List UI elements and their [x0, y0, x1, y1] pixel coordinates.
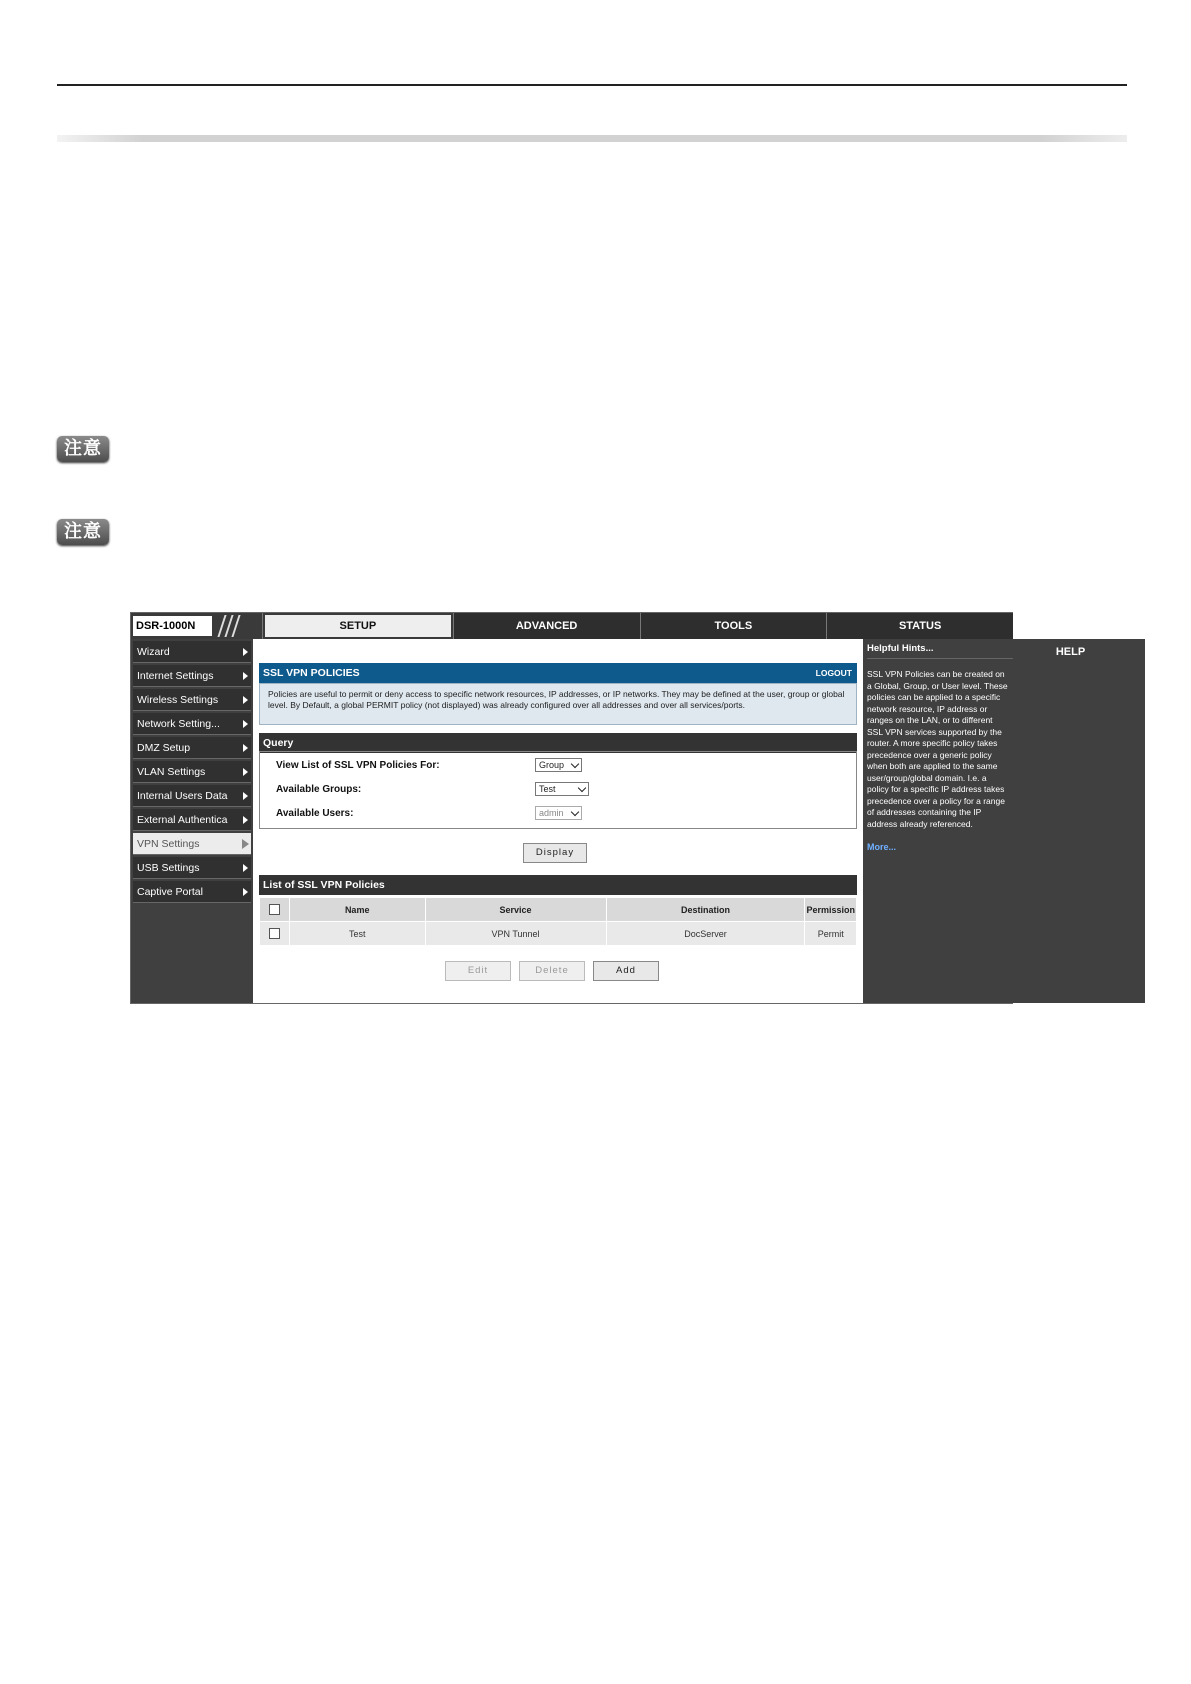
- arrow-right-icon: [243, 672, 248, 680]
- cell-destination: DocServer: [606, 922, 805, 946]
- tab-help[interactable]: HELP: [995, 639, 1145, 1003]
- section-band: [57, 135, 1127, 142]
- arrow-right-icon: [243, 864, 248, 872]
- table-row[interactable]: [260, 922, 857, 946]
- sidebar-item-internal-users-data[interactable]: Internal Users Data: [133, 785, 251, 807]
- chevron-down-icon: [571, 808, 579, 816]
- query-heading: Query: [259, 733, 857, 753]
- tab-tools[interactable]: TOOLS: [640, 613, 827, 639]
- tab-advanced[interactable]: ADVANCED: [453, 613, 640, 639]
- more-link[interactable]: More...: [867, 842, 897, 852]
- page-description: Policies are useful to permit or deny access to specific network resources, IP addresses, or IP networks. They may be defined at the user, group or global level. By Default, a global PERMIT policy (not displayed) was already configured over all addresses and over all services/ports.: [259, 683, 857, 725]
- column-header-destination: Destination: [606, 898, 805, 922]
- logout-link[interactable]: LOGOUT: [815, 668, 852, 678]
- arrow-right-icon: [243, 768, 248, 776]
- view-list-label: View List of SSL VPN Policies For:: [276, 760, 440, 771]
- sidebar-item-vlan-settings[interactable]: VLAN Settings: [133, 761, 251, 783]
- tab-status[interactable]: STATUS: [826, 613, 1013, 639]
- sidebar-item-internet-settings[interactable]: Internet Settings: [133, 665, 251, 687]
- page-title-bar: [259, 663, 857, 683]
- sidebar-item-wireless-settings[interactable]: Wireless Settings: [133, 689, 251, 711]
- sidebar-item-external-authentication[interactable]: External Authentica: [133, 809, 251, 831]
- sidebar-item-wizard[interactable]: Wizard: [133, 641, 251, 663]
- sidebar-item-captive-portal[interactable]: Captive Portal: [133, 881, 251, 903]
- help-heading: Helpful Hints...: [867, 643, 1013, 659]
- help-text: SSL VPN Policies can be created on a Global, Group, or User level. These policies can be applied to a specific network resource, IP address or ranges on the LAN, or to different SSL VPN services supported by the router. A more specific policy takes precedence over a generic policy when both are applied to the same user/group/global domain. I.e. a policy for a specific IP address takes precedence over a policy for a range of addresses containing the IP address already referenced.: [867, 669, 1008, 829]
- users-select[interactable]: admin: [535, 806, 582, 820]
- groups-label: Available Groups:: [276, 784, 362, 795]
- cell-name: Test: [289, 922, 425, 946]
- cell-service: VPN Tunnel: [425, 922, 606, 946]
- model-label: DSR-1000N: [133, 616, 212, 636]
- note-badge: 注意: [57, 436, 109, 462]
- column-header-permission: Permission: [805, 898, 857, 922]
- row-checkbox[interactable]: [269, 928, 280, 939]
- view-list-select[interactable]: Group: [535, 758, 582, 772]
- help-panel: [863, 639, 1013, 1003]
- arrow-right-icon: [243, 696, 248, 704]
- column-header-service: Service: [425, 898, 606, 922]
- add-button[interactable]: Add: [593, 961, 659, 981]
- chevron-down-icon: [571, 760, 579, 768]
- policies-table: [259, 897, 857, 946]
- groups-select[interactable]: Test: [535, 782, 589, 796]
- table-header-row: [260, 898, 857, 922]
- display-button[interactable]: Display: [523, 843, 587, 863]
- arrow-right-icon: [243, 888, 248, 896]
- note-badge: 注意: [57, 519, 109, 545]
- delete-button[interactable]: Delete: [519, 961, 585, 981]
- sidebar-item-network-setting[interactable]: Network Setting...: [133, 713, 251, 735]
- sidebar-item-dmz-setup[interactable]: DMZ Setup: [133, 737, 251, 759]
- chevron-down-icon: [578, 784, 586, 792]
- select-all-checkbox[interactable]: [269, 904, 280, 915]
- cell-permission: Permit: [805, 922, 857, 946]
- tab-setup[interactable]: SETUP: [263, 613, 453, 639]
- arrow-right-icon: [243, 792, 248, 800]
- router-screenshot: [130, 612, 1086, 1004]
- brand-area: [131, 613, 263, 639]
- arrow-right-icon: [243, 744, 248, 752]
- page-title: SSL VPN POLICIES: [263, 667, 360, 679]
- users-label: Available Users:: [276, 808, 354, 819]
- sidebar-item-usb-settings[interactable]: USB Settings: [133, 857, 251, 879]
- list-heading: List of SSL VPN Policies: [259, 875, 857, 895]
- arrow-right-icon: [243, 720, 248, 728]
- arrow-right-icon: [243, 648, 248, 656]
- main-panel: [253, 639, 863, 1003]
- edit-button[interactable]: Edit: [445, 961, 511, 981]
- query-box: [259, 751, 857, 829]
- arrow-right-icon: [243, 816, 248, 824]
- arrow-right-outline-icon: [242, 839, 249, 849]
- slash-icon: [231, 615, 240, 637]
- column-header-name: Name: [289, 898, 425, 922]
- sidebar-item-vpn-settings[interactable]: VPN Settings: [133, 833, 251, 855]
- header-rule: [57, 84, 1127, 86]
- sidebar: [131, 639, 253, 1003]
